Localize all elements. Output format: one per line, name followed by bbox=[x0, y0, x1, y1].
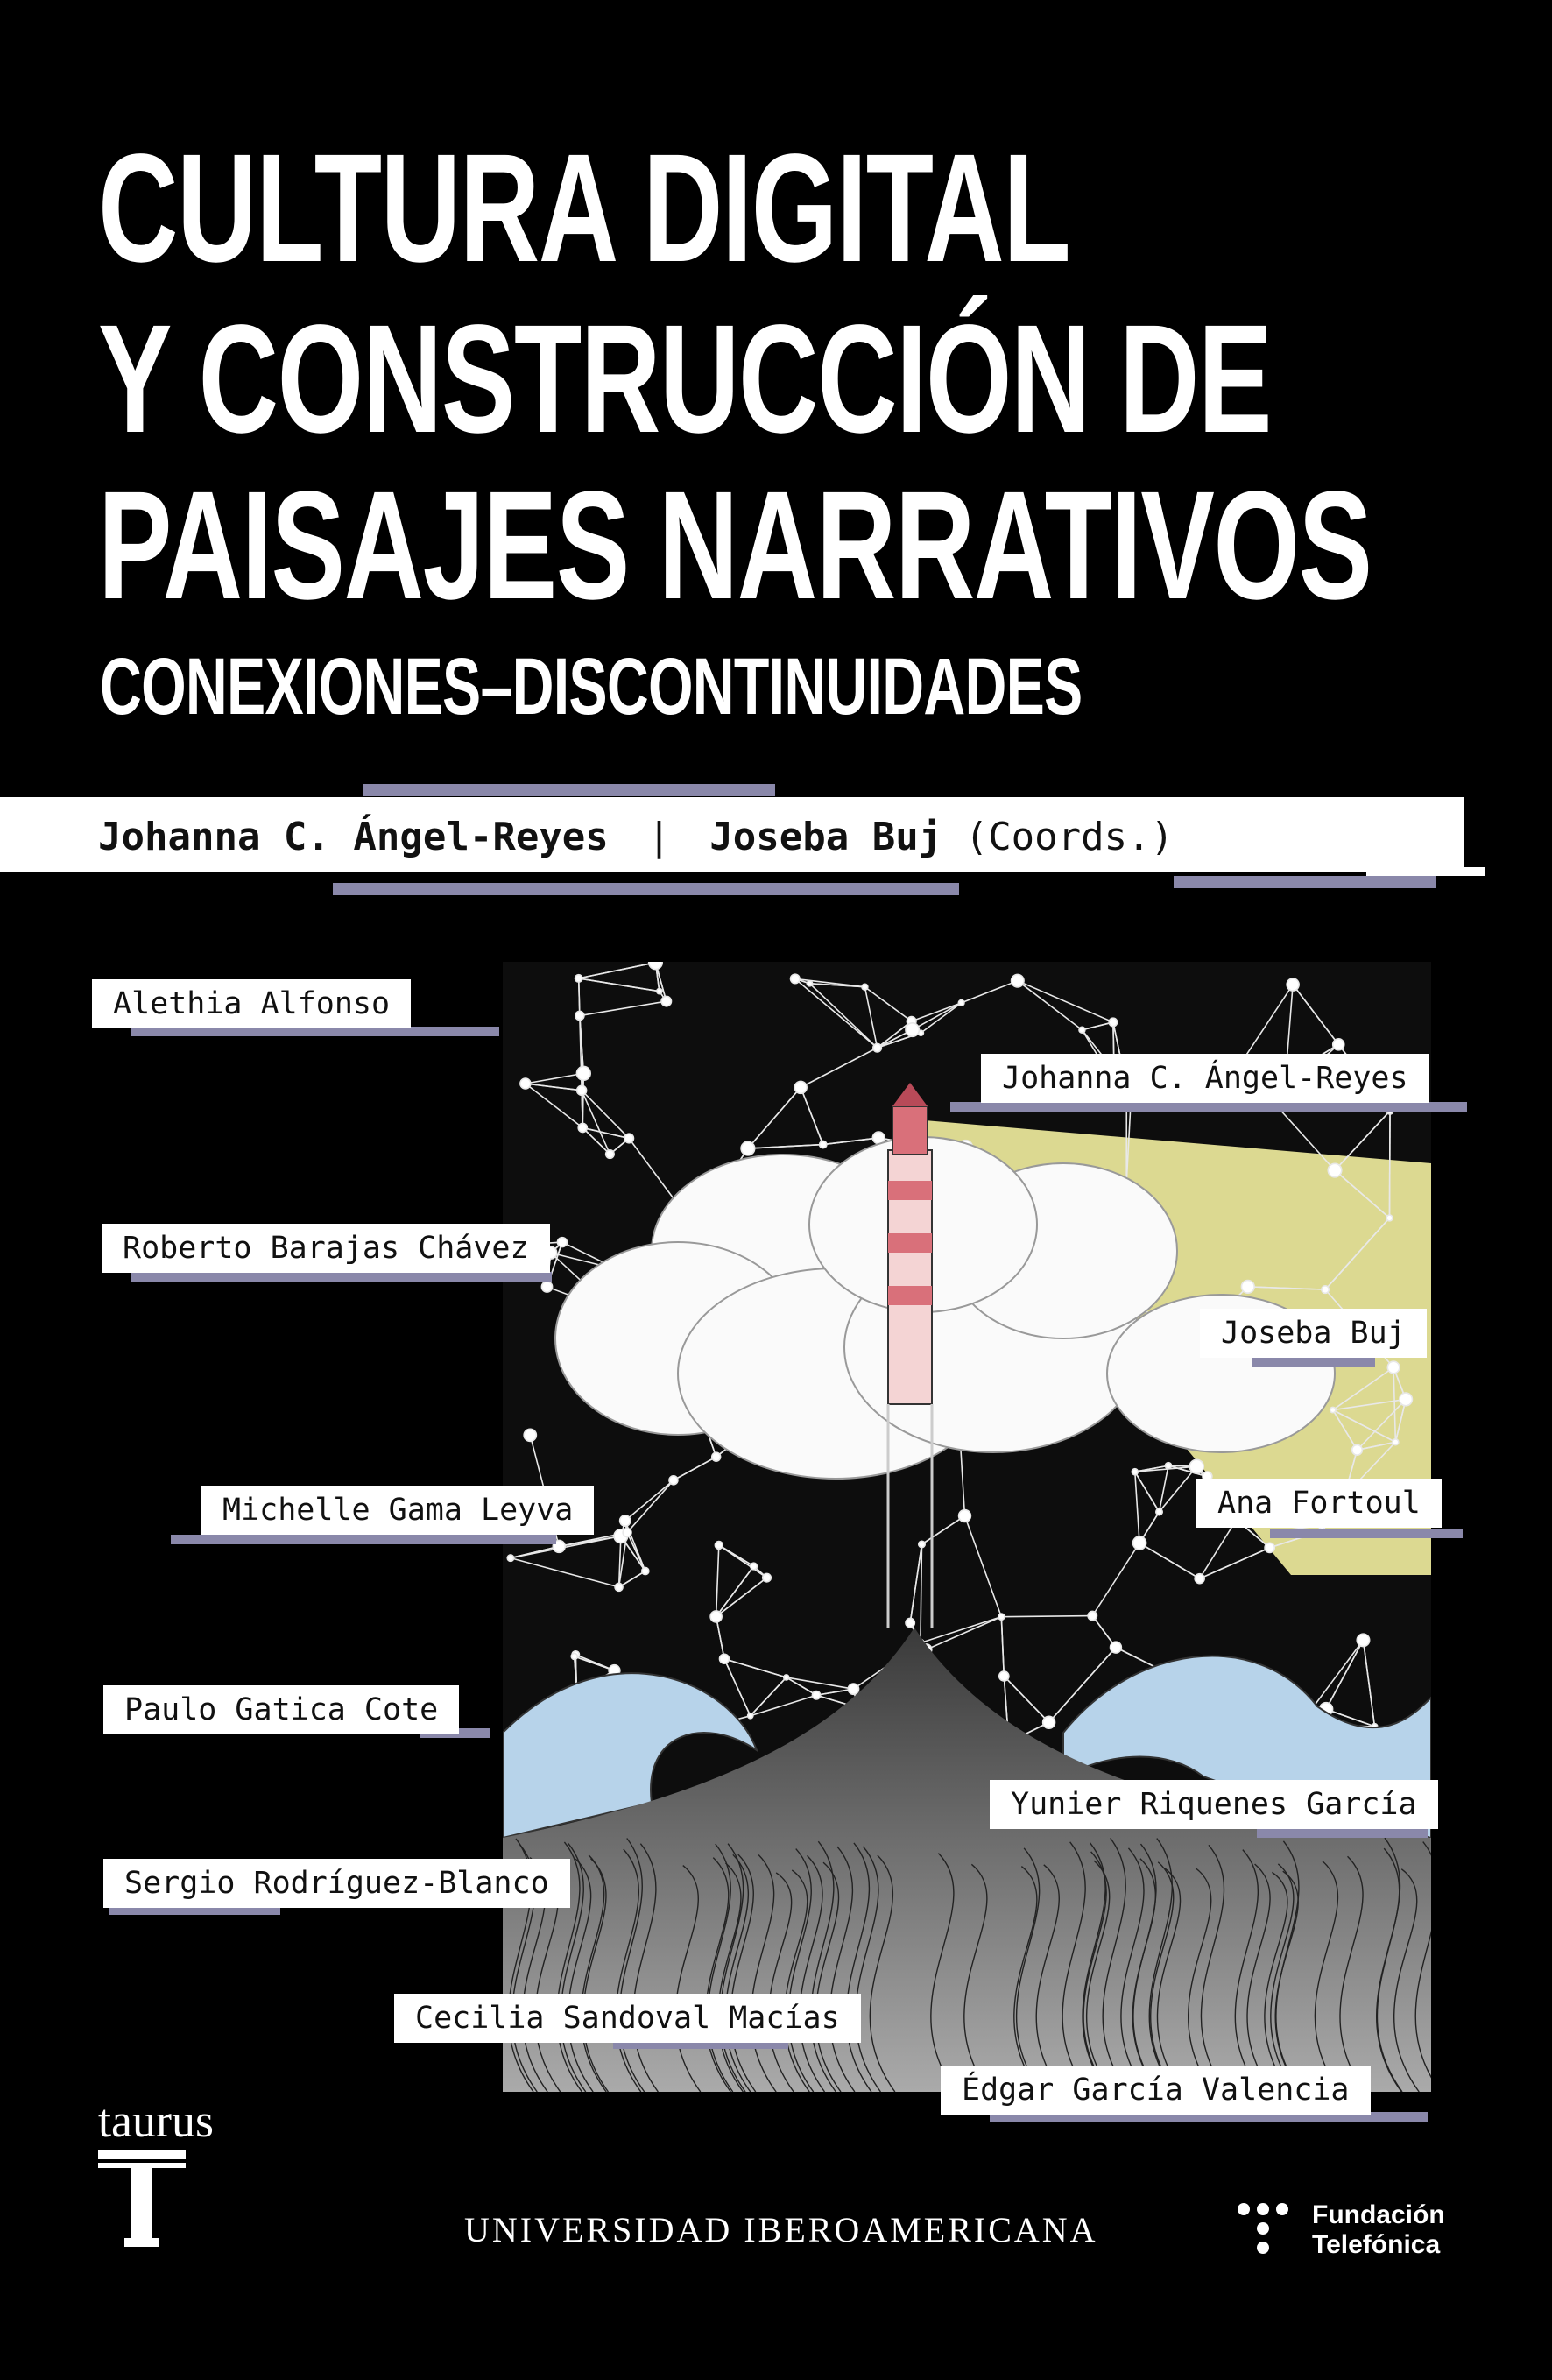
star-node bbox=[906, 1023, 919, 1036]
star-node bbox=[1043, 1716, 1055, 1728]
foundation-line-2: Telefónica bbox=[1312, 2230, 1441, 2259]
underline bbox=[171, 1535, 556, 1544]
fundacion-telefonica-name bbox=[1312, 2200, 1445, 2260]
taurus-t-logo-icon bbox=[98, 2150, 186, 2251]
coord-accent-corner bbox=[1366, 867, 1485, 876]
star-node bbox=[1079, 1027, 1085, 1033]
foundation-line-1: Fundación bbox=[1312, 2200, 1445, 2229]
star-node bbox=[571, 1653, 577, 1659]
star-node bbox=[1189, 1459, 1203, 1473]
star-node bbox=[577, 1085, 587, 1095]
star-node bbox=[576, 1066, 590, 1080]
star-node bbox=[578, 1123, 587, 1132]
coord-accent-right bbox=[1174, 876, 1436, 888]
star-node bbox=[1088, 1611, 1097, 1620]
star-node bbox=[999, 1671, 1009, 1681]
university-name: UNIVERSIDAD IBEROAMERICANA bbox=[464, 2210, 1098, 2249]
star-node bbox=[624, 1134, 634, 1143]
contributor-tag: Yunier Riquenes García bbox=[990, 1780, 1438, 1829]
star-node bbox=[661, 996, 671, 1006]
star-node bbox=[1241, 1281, 1254, 1294]
star-node bbox=[712, 1452, 721, 1461]
coordinator-role: (Coords.) bbox=[964, 815, 1175, 859]
star-node bbox=[862, 984, 868, 990]
star-node bbox=[794, 1081, 807, 1093]
star-node bbox=[763, 1573, 772, 1582]
subtitle: CONEXIONES–DISCONTINUIDADES bbox=[100, 642, 1083, 731]
star-node bbox=[541, 1282, 552, 1292]
star-node bbox=[1400, 1393, 1413, 1406]
star-node bbox=[1109, 1018, 1117, 1026]
coord-accent-top bbox=[363, 784, 775, 796]
star-node bbox=[615, 1583, 623, 1591]
contributor-tag: Édgar García Valencia bbox=[941, 2066, 1371, 2115]
star-node bbox=[1287, 978, 1299, 991]
star-node bbox=[1165, 1463, 1171, 1469]
star-node bbox=[959, 1510, 971, 1522]
star-node bbox=[557, 1238, 567, 1247]
star-node bbox=[791, 974, 801, 984]
star-node bbox=[669, 1476, 678, 1485]
contributor-tag: Johanna C. Ángel-Reyes bbox=[981, 1054, 1429, 1103]
contributor-tag: Michelle Gama Leyva bbox=[201, 1486, 594, 1535]
star-node bbox=[1393, 1439, 1399, 1445]
taurus-wordmark: taurus bbox=[98, 2094, 214, 2147]
star-node bbox=[784, 1675, 789, 1680]
star-node bbox=[649, 962, 662, 970]
fundacion-telefonica-logo-icon bbox=[1235, 2200, 1296, 2266]
star-node bbox=[1357, 1634, 1369, 1646]
star-node bbox=[620, 1515, 631, 1526]
star-node bbox=[642, 1567, 649, 1574]
star-node bbox=[575, 1011, 584, 1020]
star-node bbox=[919, 1541, 925, 1547]
contributor-tag: Sergio Rodríguez-Blanco bbox=[103, 1859, 570, 1908]
star-node bbox=[575, 975, 582, 982]
underline bbox=[1252, 1358, 1375, 1367]
star-node bbox=[906, 1618, 914, 1627]
star-node bbox=[1132, 1536, 1146, 1550]
underline bbox=[1257, 1828, 1428, 1838]
star-node bbox=[710, 1611, 722, 1622]
contributor-tag: Joseba Buj bbox=[1200, 1309, 1427, 1358]
contributor-tag: Ana Fortoul bbox=[1196, 1479, 1442, 1528]
star-node bbox=[820, 1141, 827, 1148]
star-node bbox=[1132, 1469, 1138, 1475]
coord-accent-bottom bbox=[333, 883, 959, 895]
coordinator-name-1: Johanna C. Ángel-Reyes bbox=[98, 815, 609, 859]
star-node bbox=[1265, 1543, 1274, 1552]
star-node bbox=[1195, 1574, 1204, 1584]
star-node bbox=[1156, 1508, 1162, 1515]
star-node bbox=[873, 1043, 882, 1052]
star-node bbox=[606, 1150, 614, 1158]
star-node bbox=[1330, 1407, 1336, 1412]
star-node bbox=[1352, 1444, 1363, 1455]
star-node bbox=[1322, 1286, 1330, 1294]
star-node bbox=[623, 1529, 631, 1537]
underline bbox=[1270, 1529, 1463, 1538]
coordinator-separator: | bbox=[647, 815, 671, 859]
contributor-tag: Roberto Barajas Chávez bbox=[102, 1224, 550, 1273]
star-node bbox=[520, 1078, 531, 1089]
star-node bbox=[812, 1691, 820, 1699]
star-node bbox=[1387, 1361, 1400, 1374]
contributor-tag: Alethia Alfonso bbox=[92, 979, 411, 1028]
underline bbox=[950, 1102, 1467, 1112]
star-node bbox=[715, 1542, 723, 1550]
star-node bbox=[751, 1563, 758, 1570]
title-line-1: CULTURA DIGITAL bbox=[98, 123, 1070, 294]
star-node bbox=[807, 981, 812, 986]
star-node bbox=[657, 989, 662, 994]
underline bbox=[131, 1272, 552, 1282]
star-node bbox=[1386, 1215, 1393, 1221]
coordinator-name-2: Joseba Buj bbox=[709, 815, 942, 859]
star-node bbox=[848, 1684, 858, 1694]
star-node bbox=[1012, 974, 1024, 986]
star-node bbox=[1333, 1039, 1344, 1050]
contributor-tag: Cecilia Sandoval Macías bbox=[394, 1994, 861, 2043]
star-node bbox=[507, 1555, 513, 1561]
star-node bbox=[720, 1654, 730, 1663]
contributor-tag: Paulo Gatica Cote bbox=[103, 1685, 459, 1734]
star-node bbox=[748, 1713, 753, 1719]
coordinators-line bbox=[98, 815, 1174, 859]
star-node bbox=[958, 1000, 964, 1006]
star-node bbox=[1111, 1642, 1122, 1653]
star-node bbox=[998, 1614, 1005, 1620]
title-line-2: Y CONSTRUCCIÓN DE bbox=[98, 293, 1272, 465]
star-node bbox=[524, 1429, 536, 1441]
title-line-3: PAISAJES NARRATIVOS bbox=[98, 460, 1372, 632]
star-node bbox=[1328, 1163, 1341, 1176]
star-node bbox=[741, 1141, 755, 1155]
